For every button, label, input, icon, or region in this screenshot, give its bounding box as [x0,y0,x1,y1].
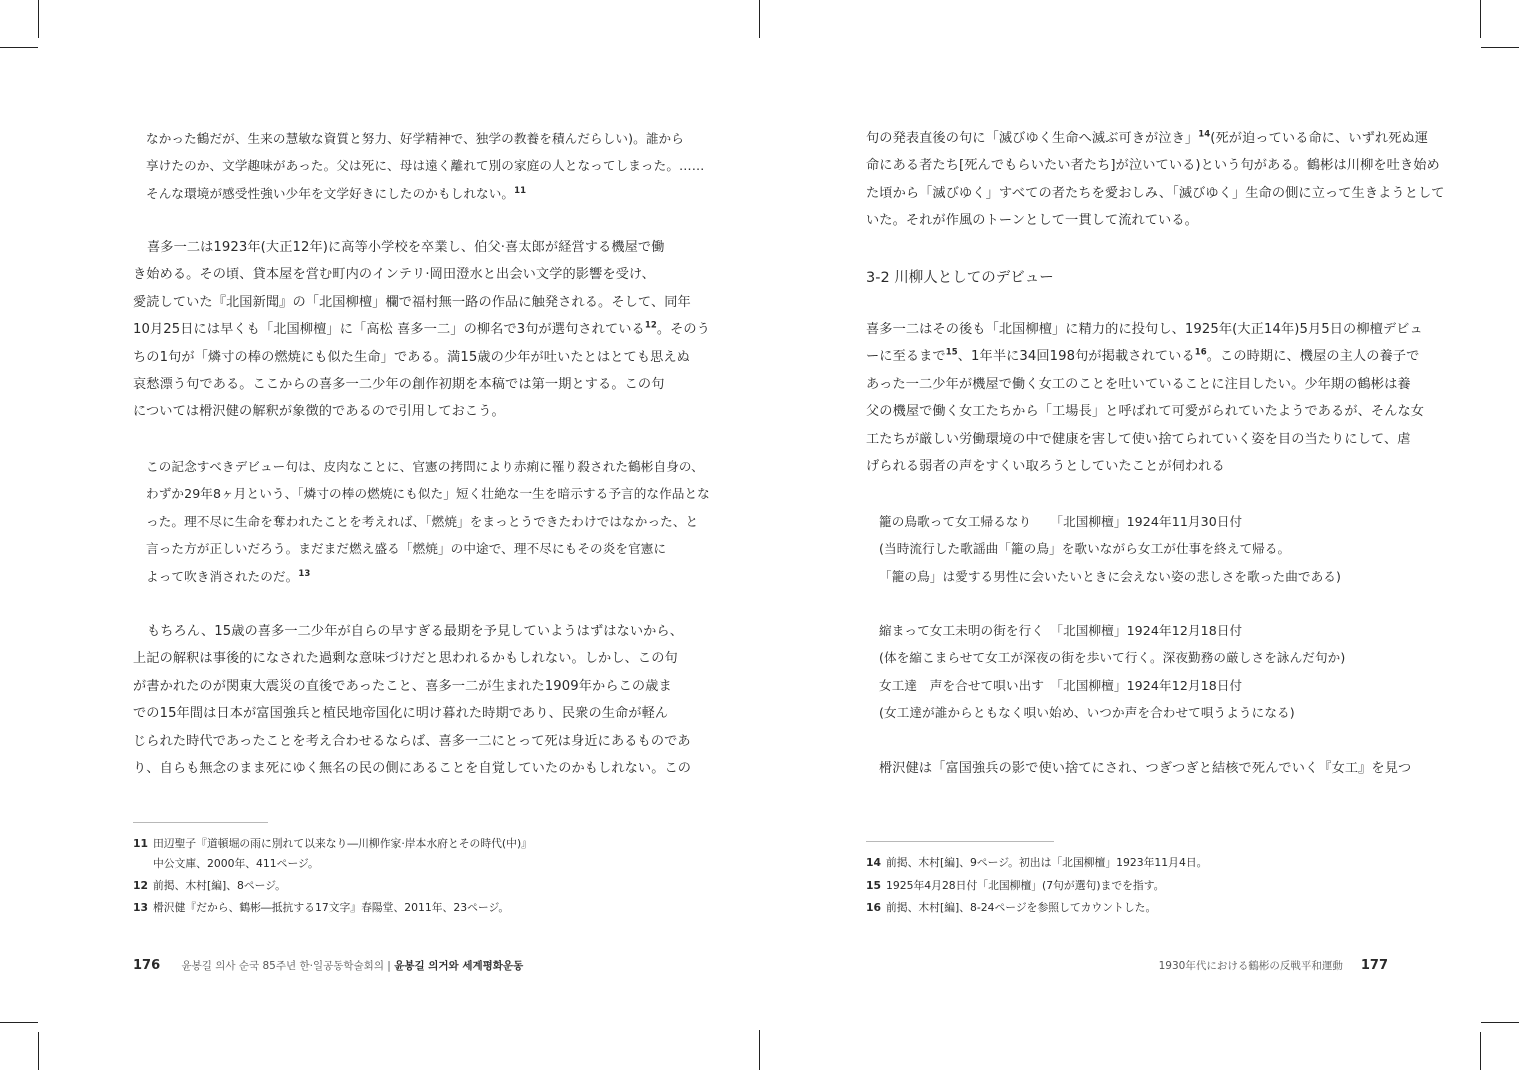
poem-line: (体を縮こまらせて女工が深夜の街を歩いて行く。深夜勤務の厳しさを詠んだ句か) [879,650,1346,666]
footnote-text: 榾沢健『だから、鶴彬―抵抗する17文字』春陽堂、2011年、23ページ。 [153,901,510,914]
text-line: ちの1句が「燐寸の棒の燃焼にも似た生命」である。満15歳の少年が吐いたとはとても思えぬ [133,349,690,365]
text-line: この記念すべきデビュー句は、皮肉なことに、官憲の拷問により赤痢に罹り殺された鶴彬自身の、 [146,459,704,474]
footnote-text-cont: 中公文庫、2000年、411ページ。 [153,857,319,870]
paragraph [133,618,691,782]
footnote-text: 前掲、木村[編]、9ページ。初出は「北国柳檀」1923年11月4日。 [886,856,1208,869]
text-line: 言った方が正しいだろう。まだまだ燃え盛る「燃焼」の中途で、理不尽にもその炎を官憲に [146,541,667,557]
right-page [760,0,1519,1070]
text-line: 喜多一二はその後も「北国柳檀」に精力的に投句し、1925年(大正14年)5月5日の柳檀デビュ [866,322,1423,337]
page-footer [1159,958,1388,973]
footnote-number: 16 [866,901,882,914]
text-line: き始める。その頃、貸本屋を営む町内のインテリ·岡田澄水と出会い文学的影響を受け、 [133,267,655,283]
paragraph [879,755,1411,782]
footnote-ref[interactable]: 16 [1194,348,1207,359]
running-head: 1930年代における鶴彬の反戦平和運動 [1158,960,1343,972]
page-number: 177 [1360,958,1388,973]
text-line: そんな環境が感受性強い少年を文学好きにしたのかもしれない。$^{11}$ [146,185,527,201]
footnote-text: 田辺聖子『道頓堀の雨に別れて以来なり―川柳作家·岸本水府とその時代(中)』 [153,837,532,850]
paragraph [133,234,710,426]
footnote-number: 13 [133,901,149,914]
text-line: り、自らも無念のまま死にゆく無名の民の側にあることを自覚していたのかもしれない。この [133,761,692,777]
text-line: 享けたのか、文学趣味があった。父は死に、母は遠く離れて別の家庭の人となってしまった。…… [146,158,705,174]
footnote-ref[interactable]: 11 [514,185,527,196]
text-line: もちろん、15歳の喜多一二少年が自らの早すぎる最期を予見していようはずはないから、 [147,624,683,639]
poem-block [879,617,1345,727]
text-line: 工たちが厳しい労働環境の中で健康を害して使い捨てられていく姿を目の当たりにして、虐 [866,431,1411,447]
text-line: 句の発表直後の句に「滅びゆく生命へ滅ぶ可きが泣き」$^{14}$(死が迫っている命に、いずれ死ぬ運 [866,129,1429,146]
poem-line: 縮まって女工未明の街を行く 「北国柳檀」1924年12月18日付 [879,623,1243,638]
running-head: 윤봉길 의사 순국 85주년 한·일공동학술회의 | [181,960,395,972]
footnote [133,836,532,871]
footnote-ref[interactable]: 15 [945,348,958,359]
footnote [866,855,1207,870]
footnote-ref[interactable]: 14 [1198,129,1211,140]
text-line: 愛読していた『北国新聞』の「北国柳檀」欄で福村無一路の作品に触発される。そして、同年 [133,294,691,310]
text-line: いた。それが作風のトーンとして一貫して流れている。 [866,213,1198,229]
text-line: 喜多一二は1923年(大正12年)に高等小学校を卒業し、伯父·喜太郎が経営する機屋で働 [147,240,665,255]
footnote [133,878,286,893]
paragraph [866,316,1424,480]
footnote [866,900,1156,915]
text-line: わずか29年8ヶ月という、「燐寸の棒の燃焼にも似た」短く壮絶な一生を暗示する予言的な作品とな [146,486,710,502]
footnote-number: 15 [866,879,882,892]
text-line: じられた時代であったことを考え合わせるならば、喜多一二にとって死は身近にあるものであ [133,733,691,749]
footnote-ref[interactable]: 12 [644,320,657,331]
section-heading: 3-2 川柳人としてのデビュー [866,270,1054,286]
text-line: 命にある者たち[死んでもらいたい者たち]が泣いている)という句がある。鶴彬は川柳を吐き始め [866,158,1440,174]
block-quote-mid [146,453,710,590]
text-line: あった一二少年が機屋で働く女工のことを吐いていることに注目したい。少年期の鶴彬は養 [866,376,1411,392]
text-line: げられる弱者の声をすくい取ろうとしていたことが伺われる [866,459,1225,475]
poem-block [879,508,1341,590]
poem-line: (当時流行した歌謡曲「籠の鳥」を歌いながら女工が仕事を終えて帰る。 [879,541,1291,557]
text-line: での15年間は日本が富国強兵と植民地帝国化に明け暮れた時期であり、民衆の生命が軽ん [133,706,669,722]
left-page [0,0,759,1070]
poem-line: (女工達が誰からともなく唄い始め、いつか声を合わせて唄うようになる) [879,705,1295,721]
footnote-number: 14 [866,856,882,869]
text-line: 榾沢健は「富国強兵の影で使い捨てにされ、つぎつぎと結核で死んでいく『女工』を見つ [879,761,1412,776]
footnote-divider [133,822,268,823]
text-line: った。理不尽に生命を奪われたことを考えれば、「燃焼」をまっとうできたわけではなかった、と [146,513,699,529]
footnote-number: 11 [133,837,149,850]
footnote-number: 12 [133,879,149,892]
poem-line: 女工達 声を合せて唄い出す 「北国柳檀」1924年12月18日付 [879,677,1243,693]
text-line: なかった鶴だが、生来の慧敏な資質と努力、好学精神で、独学の教養を積んだらしい)。誰から [146,131,684,146]
text-line: ーに至るまで$^{15}$、1年半に34回198句が掲載されている$^{16}$。この時期に、機屋の主人の養子で [866,348,1420,365]
footnote-divider [866,841,1054,842]
block-quote-top [146,125,704,207]
text-line: よって吹き消されたのだ。$^{13}$ [146,568,311,584]
text-line: については榾沢健の解釈が象徴的であるので引用しておこう。 [133,404,505,420]
text-line: が書かれたのが関東大震災の直後であったこと、喜多一二が生まれた1909年からこの歳ま [133,678,672,694]
running-head-title: 윤봉길 의거와 세계평화운동 [394,960,524,972]
footnote [133,900,509,915]
poem-line: 籠の鳥歌って女工帰るなり 「北国柳檀」1924年11月30日付 [879,514,1243,529]
footnote-text: 1925年4月28日付「北国柳檀」(7句が選句)までを指す。 [886,879,1165,892]
page-footer [133,958,523,973]
text-line: 上記の解釈は事後的になされた過剰な意味づけだと思われるかもしれない。しかし、この句 [133,651,678,667]
page-number: 176 [133,958,161,973]
footnote [866,878,1164,893]
text-line: た頃から「滅びゆく」すべての者たちを愛おしみ、「滅びゆく」生命の側に立って生きようとして [866,185,1445,201]
footnote-text: 前掲、木村[編]、8ページ。 [153,879,286,892]
paragraph [866,125,1445,235]
poem-line: 「籠の鳥」は愛する男性に会いたいときに会えない姿の悲しさを歌った曲である) [879,568,1341,584]
text-line: 10月25日には早くも「北国柳檀」に「高松 喜多一二」の柳名で3句が選句されている$^{12}$。そのう [133,320,710,338]
text-line: 哀愁漂う句である。ここからの喜多一二少年の創作初期を本稿では第一期とする。この句 [133,377,665,393]
footnote-text: 前掲、木村[編]、8-24ページを参照してカウントした。 [886,901,1157,914]
footnote-ref[interactable]: 13 [298,568,311,579]
text-line: 父の機屋で働く女工たちから「工場長」と呼ばれて可愛がられていたようであるが、そんな女 [866,404,1425,420]
